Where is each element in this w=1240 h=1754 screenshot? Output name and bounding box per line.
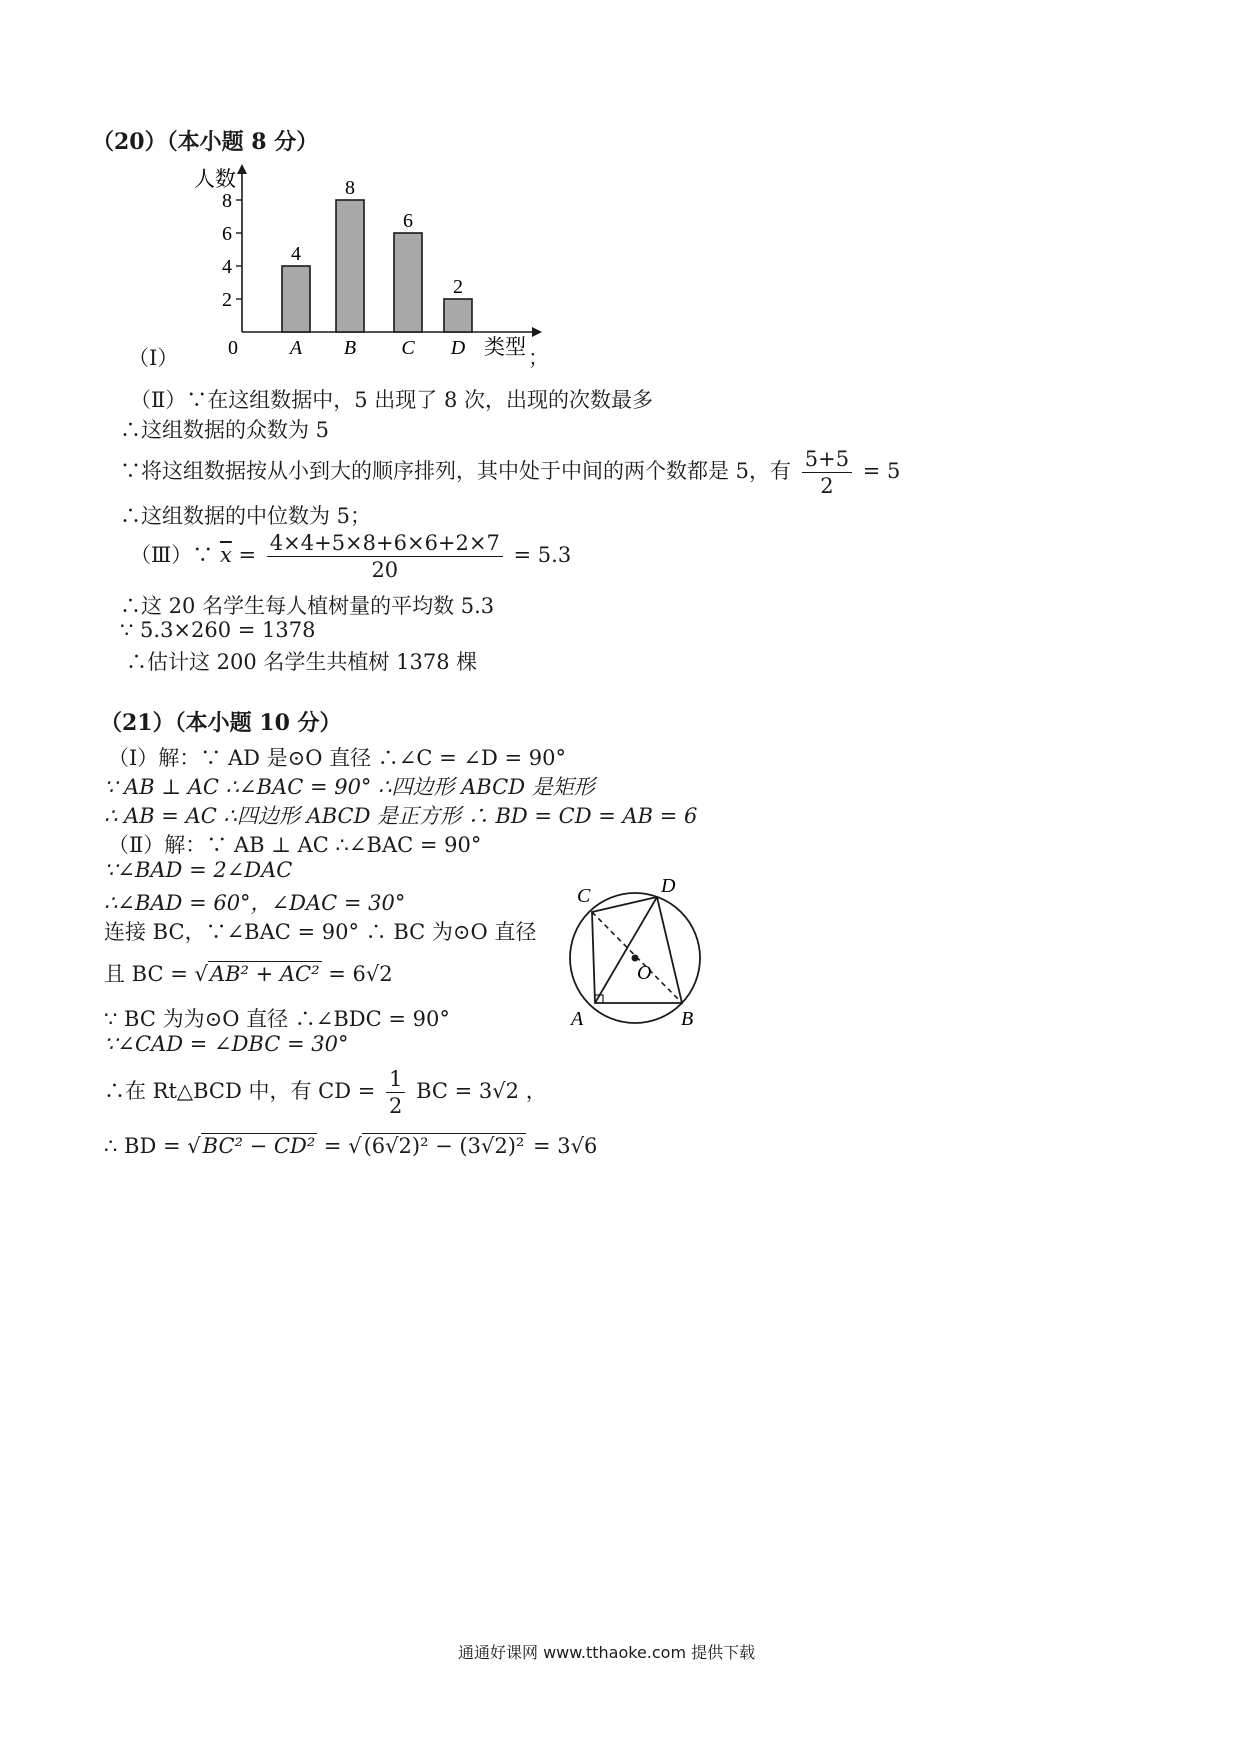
q21-line8-sqrt: AB² + AC² bbox=[209, 962, 320, 986]
median-frac-result: = 5 bbox=[862, 459, 901, 483]
q21-line-11 bbox=[104, 1066, 547, 1119]
q21-line-6: ∴∠BAD = 60°，∠DAC = 30° bbox=[104, 891, 406, 915]
q20-part3-line2: ∴这 20 名学生每人植树量的平均数 5.3 bbox=[120, 594, 495, 618]
y-axis-arrow bbox=[237, 164, 247, 174]
q21-line-8: 且 BC = √AB² + AC² = 6√2 bbox=[104, 962, 393, 986]
bar-D bbox=[444, 299, 472, 332]
bar-value-label-A: 4 bbox=[291, 243, 301, 265]
q20-part2-line1: （Ⅱ）∵在这组数据中，5 出现了 8 次，出现的次数最多 bbox=[130, 388, 654, 412]
q20-part3-line4: ∴估计这 200 名学生共植树 1378 棵 bbox=[126, 650, 478, 674]
q20-part3-label: （Ⅲ）∵ bbox=[130, 543, 214, 567]
q21-line-4: （Ⅱ）解：∵ AB ⊥ AC ∴∠BAC = 90° bbox=[108, 833, 482, 857]
q21-line-12: ∴ BD = √BC² − CD² = √(6√2)² − (3√2)² = 3√6 bbox=[104, 1134, 598, 1158]
q21-line-7: 连接 BC，∵∠BAC = 90° ∴ BC 为⊙O 直径 bbox=[104, 920, 537, 944]
x-axis-arrow bbox=[532, 327, 542, 337]
q20-header: （20）（本小题 8 分） bbox=[92, 129, 319, 155]
q21-line8-suffix: = 6√2 bbox=[321, 962, 393, 986]
q21-line-5: ∵∠BAD = 2∠DAC bbox=[104, 858, 293, 882]
bar-C bbox=[394, 233, 422, 332]
label-c: C bbox=[577, 885, 591, 907]
y-tick-label-2: 2 bbox=[222, 289, 232, 311]
median-frac-den: 2 bbox=[820, 474, 834, 498]
q20-part1-label: （Ⅰ） bbox=[128, 346, 179, 370]
q21-line8-prefix: 且 BC = bbox=[104, 962, 195, 986]
bar-chart bbox=[180, 160, 560, 370]
x-axis-label: 类型 bbox=[484, 335, 526, 359]
q20-part2-line2: ∴这组数据的众数为 5 bbox=[120, 418, 330, 442]
mean-frac-num: 4×4+5×8+6×6+2×7 bbox=[267, 530, 503, 557]
center-point-o bbox=[632, 955, 639, 962]
footer-credit: 通通好课网 www.tthaoke.com 提供下载 bbox=[458, 1643, 756, 1662]
median-frac-num: 5+5 bbox=[802, 446, 852, 473]
mean-fraction bbox=[267, 530, 503, 583]
x-tick-label-C: C bbox=[401, 337, 415, 359]
q21-line11-prefix: ∴在 Rt△BCD 中，有 CD = bbox=[104, 1079, 383, 1103]
mean-symbol: $\overline{x}$ bbox=[219, 543, 232, 567]
bar-A bbox=[282, 266, 310, 332]
mean-eq: = bbox=[238, 543, 257, 567]
q20-part3-formula bbox=[130, 530, 571, 583]
label-o: O bbox=[637, 962, 652, 984]
y-axis-label: 人数 bbox=[194, 167, 236, 191]
q21-line-10: ∵∠CAD = ∠DBC = 30° bbox=[104, 1032, 349, 1056]
q21-line11-suffix: BC = 3√2 ， bbox=[416, 1079, 547, 1103]
q21-line12-suffix: = 3√6 bbox=[526, 1134, 598, 1158]
q20-part2-line3-row bbox=[120, 446, 900, 499]
bar-value-label-C: 6 bbox=[403, 210, 413, 232]
y-tick-label-6: 6 bbox=[222, 223, 232, 245]
q21-header: （21）（本小题 10 分） bbox=[100, 710, 342, 736]
q20-part3-line3: ∵ 5.3×260 = 1378 bbox=[120, 618, 316, 642]
q21-line12-mid: = bbox=[317, 1134, 349, 1158]
label-d: D bbox=[661, 875, 676, 897]
diagonal-ad bbox=[595, 897, 657, 1003]
q20-part2-line4: ∴这组数据的中位数为 5； bbox=[120, 504, 372, 528]
bar-value-label-D: 2 bbox=[453, 276, 463, 298]
half-fraction bbox=[386, 1066, 405, 1119]
mean-result: = 5.3 bbox=[513, 543, 572, 567]
bar-value-label-B: 8 bbox=[345, 177, 355, 199]
mean-frac-den: 20 bbox=[371, 558, 399, 582]
y-tick-label-4: 4 bbox=[222, 256, 232, 278]
x-tick-label-D: D bbox=[450, 337, 466, 359]
half-frac-num: 1 bbox=[386, 1066, 405, 1093]
circle-figure bbox=[555, 870, 725, 1040]
y-tick-label-8: 8 bbox=[222, 190, 232, 212]
median-fraction bbox=[802, 446, 852, 499]
q21-line12-sqrt1: BC² − CD² bbox=[202, 1134, 316, 1158]
q21-line12-sqrt2: (6√2)² − (3√2)² bbox=[363, 1134, 525, 1158]
q20-part2-line3: ∵将这组数据按从小到大的顺序排列，其中处于中间的两个数都是 5，有 bbox=[120, 459, 792, 483]
q21-line12-prefix: ∴ BD = bbox=[104, 1134, 188, 1158]
q21-line-1: （Ⅰ）解：∵ AD 是⊙O 直径 ∴∠C = ∠D = 90° bbox=[108, 746, 567, 770]
x-tick-label-B: B bbox=[343, 337, 357, 359]
label-b: B bbox=[681, 1008, 694, 1030]
origin-label: 0 bbox=[228, 337, 238, 359]
label-a: A bbox=[571, 1008, 584, 1030]
half-frac-den: 2 bbox=[389, 1094, 403, 1118]
q21-line-3: ∴ AB = AC ∴四边形 ABCD 是正方形 ∴ BD = CD = AB = 6 bbox=[104, 804, 698, 828]
quadrilateral-abcd bbox=[592, 897, 682, 1003]
bar-B bbox=[336, 200, 364, 332]
q21-line-2: ∵ AB ⊥ AC ∴∠BAC = 90° ∴四边形 ABCD 是矩形 bbox=[104, 775, 595, 799]
q21-line-9: ∵ BC 为为⊙O 直径 ∴∠BDC = 90° bbox=[104, 1007, 450, 1031]
x-tick-label-A: A bbox=[289, 337, 303, 359]
q20-part1-tail: ； bbox=[528, 346, 549, 370]
